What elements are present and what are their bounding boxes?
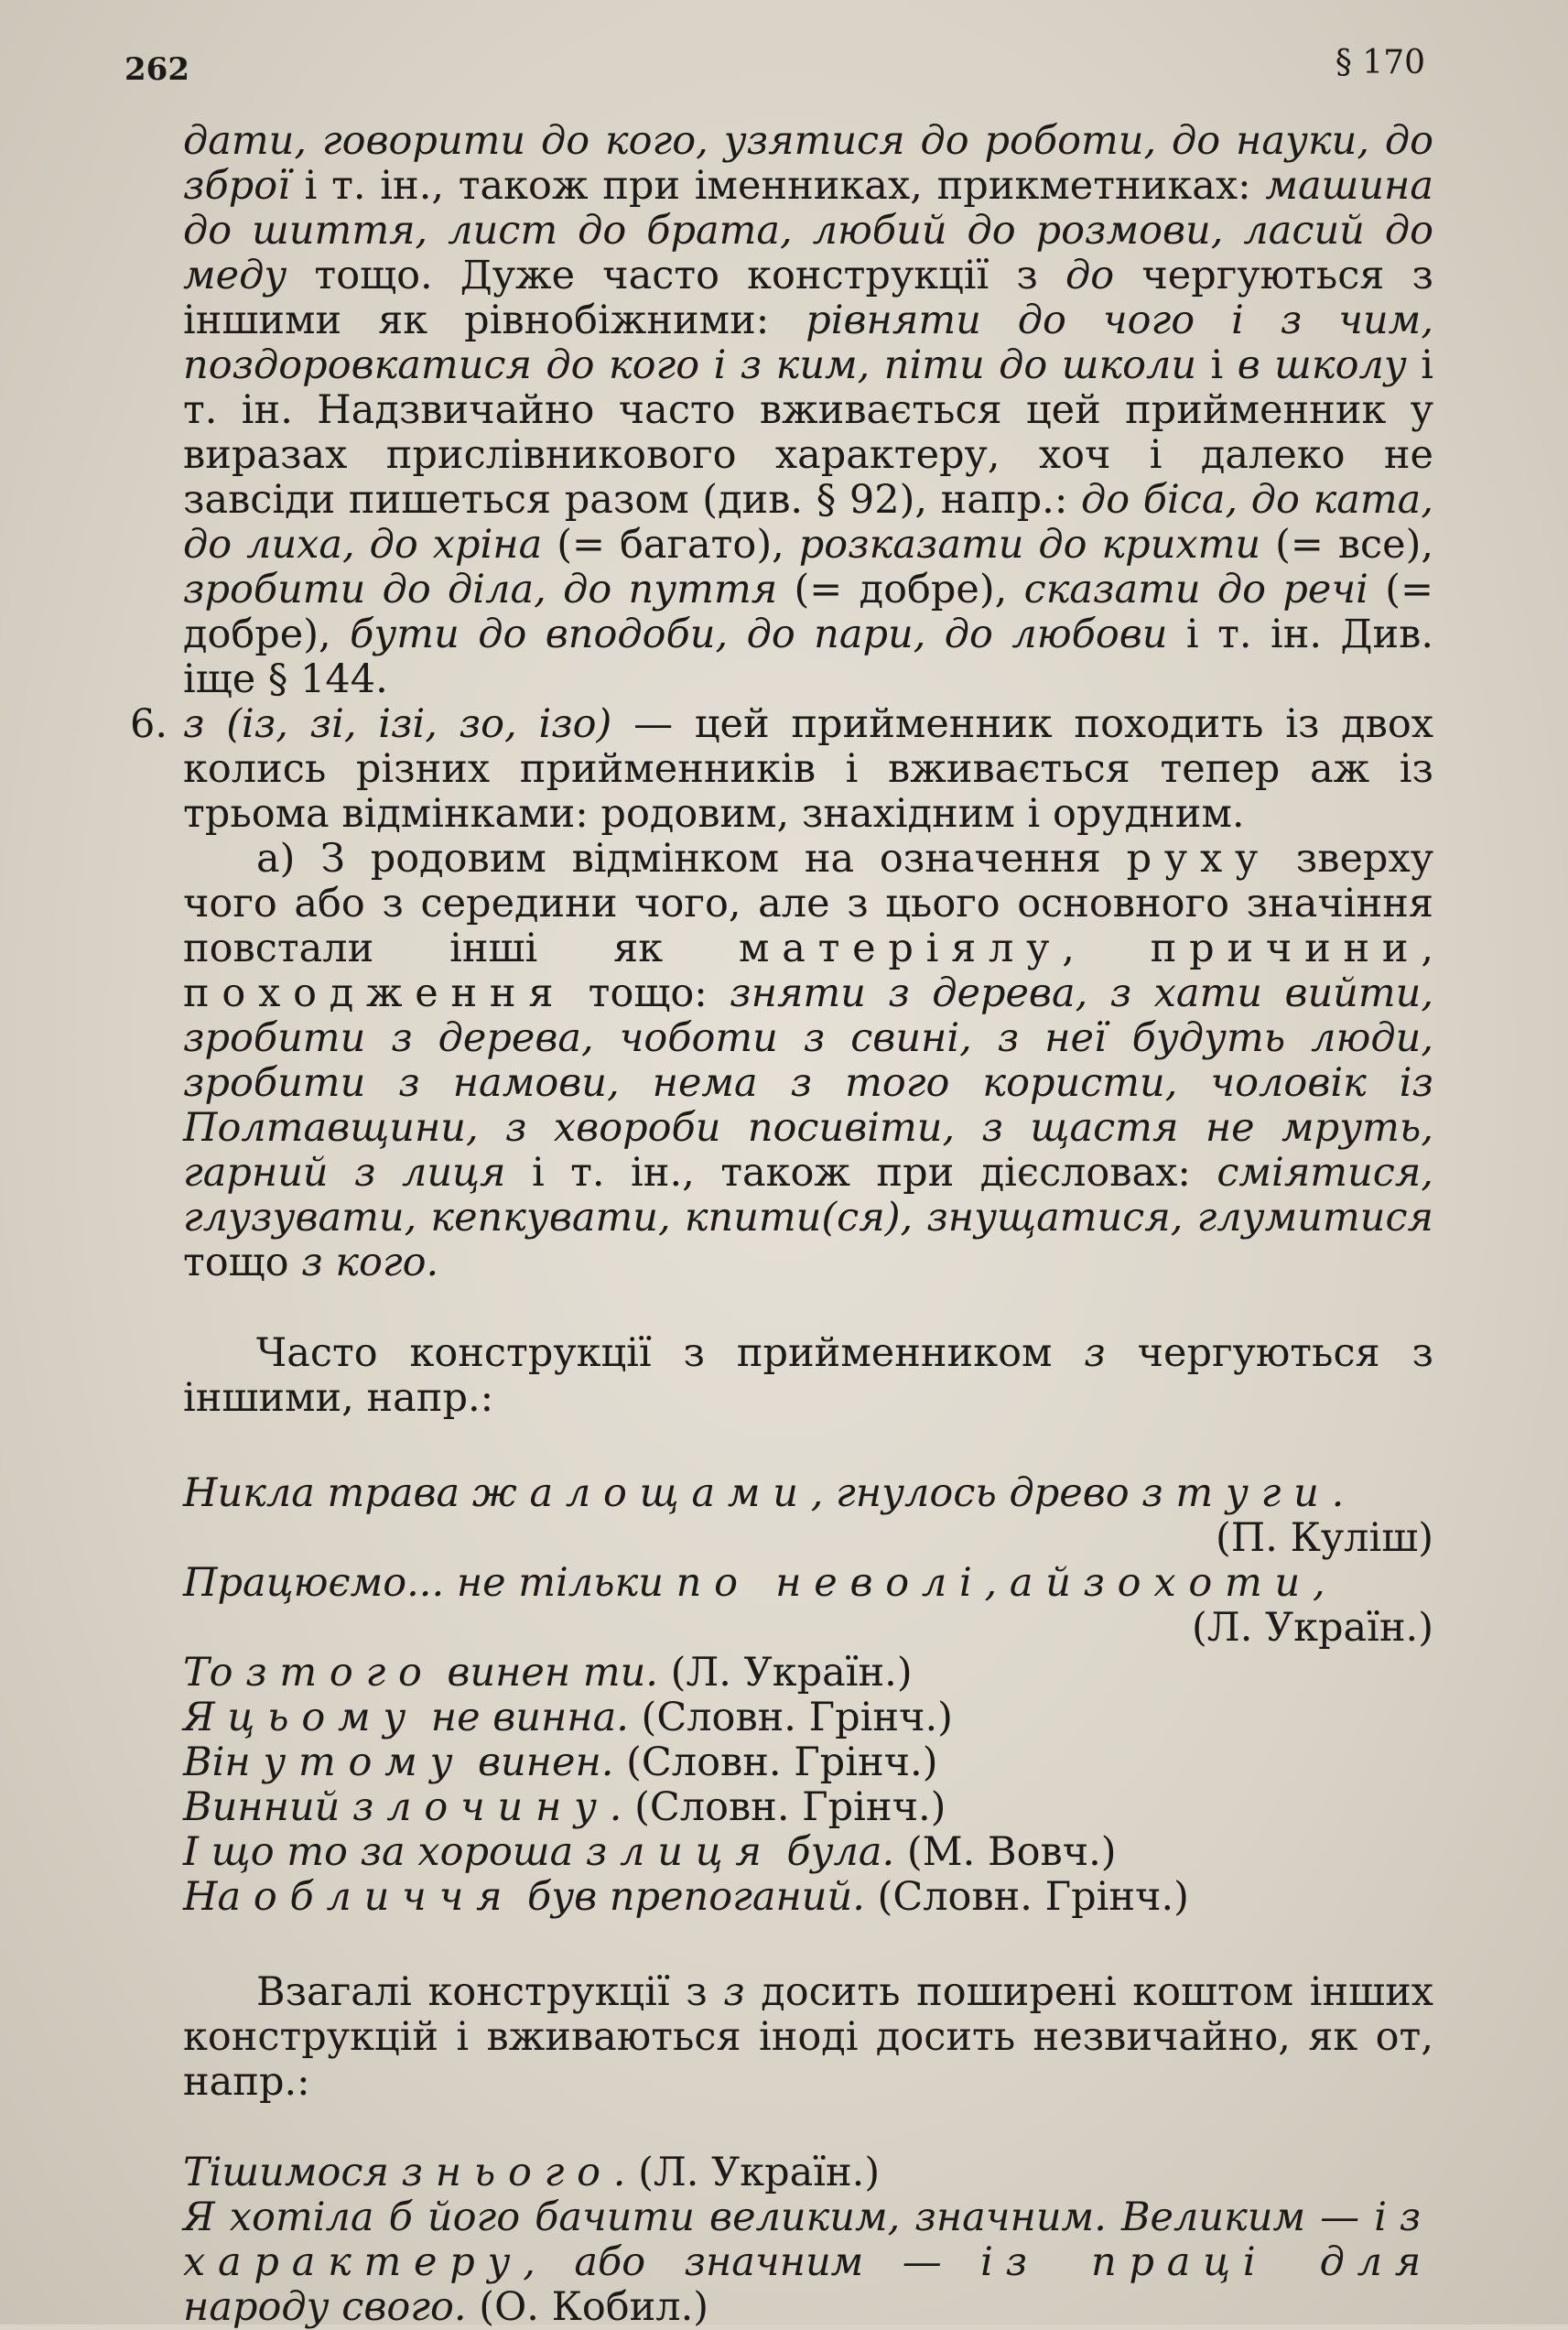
- quote-attribution: (Л. Україн.): [1192, 1605, 1433, 1651]
- spaced-term: злочину: [352, 1784, 610, 1830]
- example-text: розказати до крихти: [798, 522, 1261, 568]
- quote-text: винен ти.: [434, 1650, 658, 1696]
- quote-text: не винна.: [418, 1695, 629, 1740]
- spaced-term: лиця: [620, 1829, 774, 1875]
- quote-text: На: [183, 1874, 254, 1920]
- body-text: ,: [1421, 926, 1433, 971]
- quote-text: То з: [183, 1650, 280, 1696]
- example-text: зняти з дерева, з хати вийти, зробити з дерева, чоботи з свині, з неї будуть люди, зробити з намови, нема з того користи, чоловік із Полтавщини, з хвороби посивіти, з щастя не мруть, гарний з лиця: [183, 970, 1433, 1196]
- body-text: і т. ін., також при дієсловах:: [505, 1150, 1217, 1196]
- numbered-item-6: [130, 701, 1433, 837]
- body-text: ,: [1062, 926, 1151, 971]
- example-text: дати, говорити до кого, узятися до роботи, до науки, до зброї: [183, 118, 1433, 209]
- quote-text: був препоганий.: [514, 1874, 865, 1920]
- spaced-term: обличчя: [253, 1874, 515, 1920]
- spaced-term: того: [279, 1650, 435, 1696]
- body-text: і: [1196, 342, 1238, 388]
- page-number: 262: [124, 51, 189, 88]
- body-text: (= добре),: [183, 567, 1434, 657]
- quote-text: Працюємо... не тільки: [183, 1560, 676, 1606]
- paragraph-continuation: [183, 119, 1433, 702]
- example-text: сказати до речі: [1023, 567, 1368, 612]
- quote-text: винен.: [465, 1739, 614, 1785]
- body-text: чергуються з іншими, напр.:: [183, 1330, 1433, 1421]
- example-text: бути до вподоби, до пари, до любови: [350, 612, 1168, 657]
- quote-text: , а й з: [984, 1560, 1118, 1606]
- body-text: а) З родовим відмінком на означення: [256, 836, 1127, 882]
- quote-text: Тішимося з: [183, 2150, 436, 2195]
- example-text: з: [1084, 1330, 1106, 1376]
- spaced-term: руху: [1126, 836, 1271, 882]
- body-text: і т. ін. Див. іще § 144.: [183, 612, 1433, 702]
- spaced-term: тому: [297, 1739, 466, 1785]
- page-body: [130, 118, 1434, 2330]
- quote-attribution: (Л. Україн.): [657, 1650, 913, 1696]
- quote-attribution: (О. Кобил.): [466, 2284, 709, 2330]
- body-text: Взагалі конструкції з: [256, 1969, 724, 2015]
- body-text: (= багато),: [542, 522, 799, 568]
- example-text: машина до шиття, лист до брата, любий до розмови, ласий до меду: [183, 163, 1433, 298]
- body-text: тощо: [183, 1240, 302, 1285]
- body-text: (= все),: [1260, 522, 1434, 568]
- quote-line: [183, 2195, 1433, 2330]
- spaced-term: по неволі: [676, 1560, 985, 1606]
- example-text: до біса, до ката, до лиха, до хріна: [183, 477, 1433, 568]
- example-text: з: [723, 1969, 745, 2015]
- spaced-term: жалощами: [471, 1470, 811, 1516]
- spaced-term: цьому: [227, 1695, 419, 1740]
- quote-text: , гнулось древо з: [810, 1470, 1176, 1516]
- spaced-term: із характеру: [183, 2195, 1433, 2285]
- body-text: досить поширені коштом інших конструкцій і вживаються іноді досить незвичайно, як от, напр.:: [183, 1969, 1433, 2105]
- quote-attribution: (Словн. Грінч.): [864, 1874, 1189, 1920]
- quote-text: І що то за хороша з: [183, 1829, 621, 1875]
- quote-line: [183, 1830, 1433, 1875]
- quote-text: Я: [183, 1695, 228, 1740]
- quote-line: [183, 2151, 1433, 2195]
- body-text: і т. ін. Надзвичайно часто вживається цей прийменник у виразах прислівникового характеру, хоч і далеко не завсіди пишеться разом (див. § 92), напр.:: [183, 342, 1434, 523]
- example-text: рівняти до чого і з чим, поздоровкатися до кого і з ким, піти до школи: [183, 298, 1433, 388]
- preposition-heading: з (із, зі, ізі, зо, ізо): [183, 701, 612, 747]
- body-text: зверху чого або з середини чого, але з цього основного значіння повстали інші як: [183, 836, 1433, 971]
- quote-line: [183, 1561, 1433, 1606]
- example-text: в школу: [1237, 342, 1407, 388]
- example-text: зробити до діла, до пуття: [183, 567, 778, 612]
- spaced-term: нього: [435, 2150, 613, 2195]
- quote-text: .: [612, 2150, 626, 2195]
- quote-attribution: (М. Вовч.): [894, 1829, 1117, 1875]
- body-text: (= добре),: [777, 567, 1024, 612]
- quote-attribution: (Л. Україн.): [625, 2150, 881, 2195]
- page-header: [0, 40, 1568, 95]
- quote-attribution: (Словн. Грінч.): [628, 1695, 953, 1740]
- body-text: тощо. Дуже часто конструкції з: [287, 253, 1066, 298]
- quote-line: [183, 1471, 1433, 1516]
- section-reference: § 170: [1335, 44, 1425, 81]
- quote-line: [183, 1696, 1433, 1740]
- quote-line: [183, 1785, 1433, 1830]
- paragraph-general: [183, 1970, 1433, 2105]
- quote-text: .: [1331, 1470, 1345, 1516]
- quote-block-1: [183, 1471, 1433, 1920]
- quote-attribution: (П. Куліш): [1215, 1515, 1433, 1561]
- spaced-term: матеріялу: [739, 926, 1063, 971]
- paragraph-alternation: [183, 1331, 1433, 1421]
- quote-text: Я хотіла б його бачити великим, значним. Великим —: [183, 2195, 1375, 2240]
- quote-text: Він у: [183, 1739, 298, 1785]
- spaced-term: туги: [1175, 1470, 1332, 1516]
- body-text: і т. ін., також при іменниках, прикметниках:: [289, 163, 1266, 209]
- quote-text: була.: [773, 1829, 895, 1875]
- spaced-term: із праці для: [980, 2239, 1433, 2285]
- quote-line: [183, 1651, 1433, 1696]
- quote-text: народу свого.: [183, 2284, 467, 2330]
- body-text: чергуються з іншими як рівнобіжними:: [183, 253, 1433, 343]
- quote-text: Никла трава: [183, 1470, 472, 1516]
- example-text: з кого.: [301, 1240, 439, 1285]
- item-number: 6.: [130, 701, 168, 747]
- quote-text: .: [609, 1784, 622, 1830]
- quote-text: ,: [1312, 1560, 1325, 1606]
- quote-block-2: [183, 2151, 1433, 2330]
- quote-line: [183, 1740, 1433, 1785]
- quote-attribution: (Словн. Грінч.): [622, 1784, 946, 1830]
- spaced-term: охоти: [1117, 1560, 1313, 1606]
- body-text: тощо:: [566, 970, 730, 1016]
- example-text: сміятися, глузувати, кепкувати, кпити(ся), знущатися, глумитися: [183, 1150, 1433, 1241]
- subitem-a: [183, 837, 1433, 1285]
- quote-text: , або значним —: [523, 2239, 981, 2285]
- example-text: до: [1065, 253, 1115, 298]
- spaced-term: походження: [183, 970, 567, 1016]
- body-text: Часто конструкції з прийменником: [256, 1330, 1085, 1376]
- body-text: — цей прийменник походить із двох колись різних прийменників і вживається тепер аж із трьома відмінками: родовим, знахідним і орудним.: [183, 701, 1433, 837]
- quote-line: [183, 1875, 1433, 1920]
- quote-text: Винний: [183, 1784, 352, 1830]
- quote-attribution: (Словн. Грінч.): [613, 1739, 938, 1785]
- spaced-term: причини: [1150, 926, 1422, 971]
